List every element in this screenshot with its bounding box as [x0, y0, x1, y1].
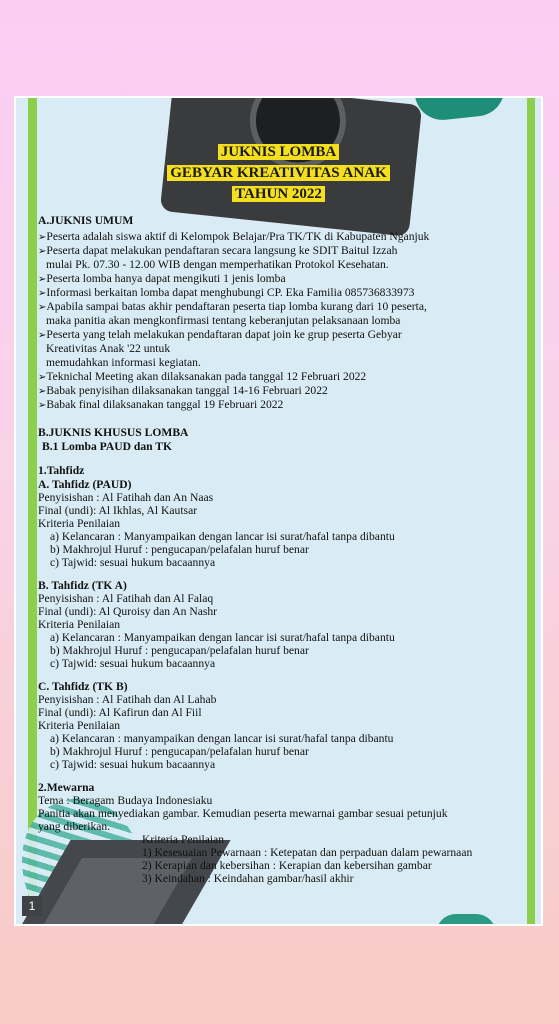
poster-title-line-2: GEBYAR KREATIVITAS ANAK	[16, 165, 541, 182]
mewarna-description-continuation: yang diberikan.	[38, 820, 111, 833]
rule-item-continuation: memudahkan informasi kegiatan.	[46, 356, 201, 369]
rule-item: ➢Peserta adalah siswa aktif di Kelompok Belajar/Pra TK/TK di Kabupaten Nganjuk	[38, 230, 430, 243]
mewarna-tema: Tema : Beragam Budaya Indonesiaku	[38, 794, 213, 807]
tahfidz-tka-criterion-c: c) Tajwid: sesuai hukum bacaannya	[50, 657, 216, 670]
poster-content	[16, 98, 541, 924]
tahfidz-paud-title: A. Tahfidz (PAUD)	[38, 478, 132, 491]
tahfidz-tkb-kriteria: Kriteria Penilaian	[38, 719, 121, 732]
tahfidz-tka-criterion-a: a) Kelancaran : Manyampaikan dengan lancar isi surat/hafal tanpa dibantu	[50, 631, 395, 644]
tahfidz-tkb-criterion-a: a) Kelancaran : manyampaikan dengan lancar isi surat/hafal tanpa dibantu	[50, 732, 394, 745]
tahfidz-paud-penyisihan: Penyisishan : Al Fatihah dan An Naas	[38, 491, 214, 504]
section-b-heading: B.JUKNIS KHUSUS LOMBA	[38, 426, 189, 439]
rule-item: ➢Peserta dapat melakukan pendaftaran secara langsung ke SDIT Baitul Izzah	[38, 244, 398, 257]
tahfidz-paud-kriteria: Kriteria Penilaian	[38, 517, 121, 530]
poster-title-line-3: TAHUN 2022	[16, 186, 541, 203]
tahfidz-paud-criterion-b: b) Makhrojul Huruf : pengucapan/pelafalan huruf benar	[50, 543, 309, 556]
tahfidz-tka-title: B. Tahfidz (TK A)	[38, 579, 127, 592]
mewarna-criterion-3: 3) Keindahan : Keindahan gambar/hasil akhir	[142, 872, 354, 885]
rule-item-continuation: maka panitia akan mengkonfirmasi tentang keberanjutan pelaksanaan lomba	[46, 314, 401, 327]
tahfidz-tkb-criterion-c: c) Tajwid: sesuai hukum bacaannya	[50, 758, 216, 771]
mewarna-description: Panitia akan menyediakan gambar. Kemudian peserta mewarnai gambar sesuai petunjuk	[38, 807, 448, 820]
rule-item-continuation: Kreativitas Anak '22 untuk	[46, 342, 171, 355]
tahfidz-paud-criterion-c: c) Tajwid: sesuai hukum bacaannya	[50, 556, 216, 569]
mewarna-criterion-1: 1) Kesesuaian Pewarnaan : Ketepatan dan perpaduan dalam pewarnaan	[142, 846, 473, 859]
tahfidz-tkb-final: Final (undi): Al Kafirun dan Al Fiil	[38, 706, 202, 719]
mewarna-kriteria: Kriteria Penilaian	[142, 833, 225, 846]
rule-item: ➢Informasi berkaitan lomba dapat menghubungi CP. Eka Familia 085736833973	[38, 286, 415, 299]
tahfidz-tkb-penyisihan: Penyisishan : Al Fatihah dan Al Lahab	[38, 693, 217, 706]
tahfidz-tka-penyisihan: Penyisishan : Al Fatihah dan Al Falaq	[38, 592, 214, 605]
tahfidz-paud-final: Final (undi): Al Ikhlas, Al Kautsar	[38, 504, 198, 517]
rule-item: ➢Babak penyisihan dilaksanakan tanggal 14-16 Februari 2022	[38, 384, 328, 397]
rule-item: ➢Teknichal Meeting akan dilaksanakan pada tanggal 12 Februari 2022	[38, 370, 367, 383]
event-poster	[14, 96, 543, 926]
poster-title-line-1: JUKNIS LOMBA	[16, 144, 541, 161]
rule-item: ➢Peserta lomba hanya dapat mengikuti 1 jenis lomba	[38, 272, 286, 285]
rule-item: ➢Apabila sampai batas akhir pendaftaran peserta tiap lomba kurang dari 10 peserta,	[38, 300, 427, 313]
tahfidz-heading: 1.Tahfidz	[38, 464, 85, 477]
section-b1-subheading: B.1 Lomba PAUD dan TK	[42, 440, 173, 453]
mewarna-criterion-2: 2) Kerapian dan kebersihan : Kerapian dan kebersihan gambar	[142, 859, 432, 872]
tahfidz-tka-criterion-b: b) Makhrojul Huruf : pengucapan/pelafalan huruf benar	[50, 644, 309, 657]
section-a-heading: A.JUKNIS UMUM	[38, 214, 134, 227]
page-number-badge: 1	[22, 896, 42, 916]
rule-item: ➢Peserta yang telah melakukan pendaftaran dapat join ke grup peserta Gebyar	[38, 328, 402, 341]
mewarna-heading: 2.Mewarna	[38, 781, 95, 794]
tahfidz-tka-kriteria: Kriteria Penilaian	[38, 618, 121, 631]
tahfidz-tka-final: Final (undi): Al Quroisy dan An Nashr	[38, 605, 218, 618]
tahfidz-paud-criterion-a: a) Kelancaran : Manyampaikan dengan lancar isi surat/hafal tanpa dibantu	[50, 530, 395, 543]
rule-item-continuation: mulai Pk. 07.30 - 12.00 WIB dengan memperhatikan Protokol Kesehatan.	[46, 258, 389, 271]
tahfidz-tkb-title: C. Tahfidz (TK B)	[38, 680, 128, 693]
tahfidz-tkb-criterion-b: b) Makhrojul Huruf : pengucapan/pelafalan huruf benar	[50, 745, 309, 758]
rule-item: ➢Babak final dilaksanakan tanggal 19 Februari 2022	[38, 398, 284, 411]
